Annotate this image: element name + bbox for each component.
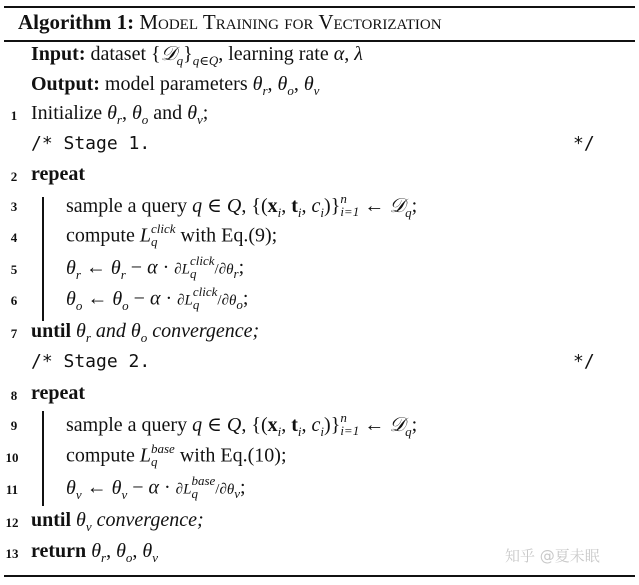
watermark: 知乎 @夏未眠 xyxy=(505,547,600,565)
bottom-rule xyxy=(4,575,635,577)
block-bar-2 xyxy=(42,411,44,506)
input-label: Input: xyxy=(31,43,86,65)
output-label: Output: xyxy=(31,73,100,95)
top-rule xyxy=(4,6,635,8)
algorithm-title xyxy=(18,10,442,35)
header-rule xyxy=(4,40,635,42)
algorithm-name: Model Training for Vectorization xyxy=(139,10,442,34)
block-bar-1 xyxy=(42,197,44,321)
algorithm-label: Algorithm 1: xyxy=(18,10,135,34)
